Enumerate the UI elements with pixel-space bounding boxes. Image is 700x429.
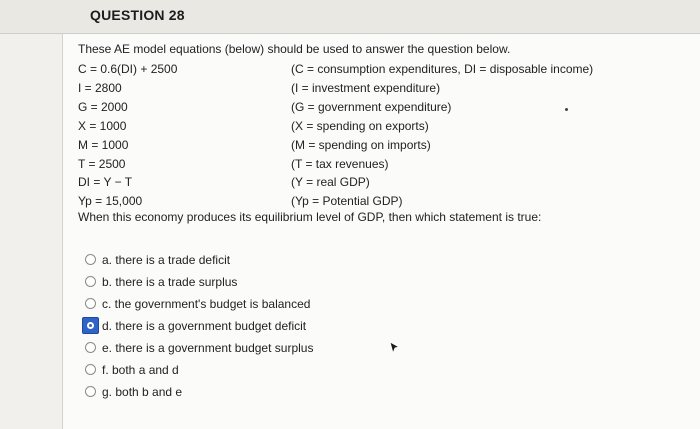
equation-left: I = 2800 — [78, 81, 122, 95]
option-label[interactable]: a. there is a trade deficit — [102, 253, 231, 267]
equation-left: X = 1000 — [78, 119, 127, 133]
radio-selected-icon[interactable] — [82, 317, 99, 334]
question-intro: These AE model equations (below) should be used to answer the question below. — [78, 42, 511, 56]
option-label[interactable]: d. there is a government budget deficit — [102, 319, 307, 333]
equation-left: C = 0.6(DI) + 2500 — [78, 62, 178, 76]
radio-button-icon[interactable] — [85, 276, 96, 287]
radio-button-icon[interactable] — [85, 342, 96, 353]
equation-definition: (X = spending on exports) — [291, 119, 429, 133]
equation-left: DI = Y − T — [78, 175, 133, 189]
question-prompt: When this economy produces its equilibrium level of GDP, then which statement is true: — [78, 210, 542, 224]
radio-button-icon[interactable] — [85, 298, 96, 309]
equation-definition: (G = government expenditure) — [291, 100, 452, 114]
equation-definition: (I = investment expenditure) — [291, 81, 441, 95]
radio-button-icon[interactable] — [85, 386, 96, 397]
option-label[interactable]: b. there is a trade surplus — [102, 275, 238, 289]
equation-definition: (Yp = Potential GDP) — [291, 194, 403, 208]
option-label[interactable]: g. both b and e — [102, 385, 183, 399]
equation-definition: (Y = real GDP) — [291, 175, 370, 189]
equation-left: M = 1000 — [78, 138, 129, 152]
option-label[interactable]: f. both a and d — [102, 363, 179, 377]
mouse-cursor-icon — [389, 341, 401, 355]
option-label[interactable]: e. there is a government budget surplus — [102, 341, 314, 355]
equation-left: T = 2500 — [78, 157, 126, 171]
stray-mark — [565, 108, 568, 111]
equation-definition: (C = consumption expenditures, DI = disposable income) — [291, 62, 594, 76]
question-title: QUESTION 28 — [90, 7, 185, 23]
equation-left: G = 2000 — [78, 100, 128, 114]
radio-button-icon[interactable] — [85, 364, 96, 375]
option-label[interactable]: c. the government's budget is balanced — [102, 297, 311, 311]
radio-button-icon[interactable] — [85, 254, 96, 265]
equation-definition: (M = spending on imports) — [291, 138, 431, 152]
equation-definition: (T = tax revenues) — [291, 157, 389, 171]
equation-left: Yp = 15,000 — [78, 194, 143, 208]
